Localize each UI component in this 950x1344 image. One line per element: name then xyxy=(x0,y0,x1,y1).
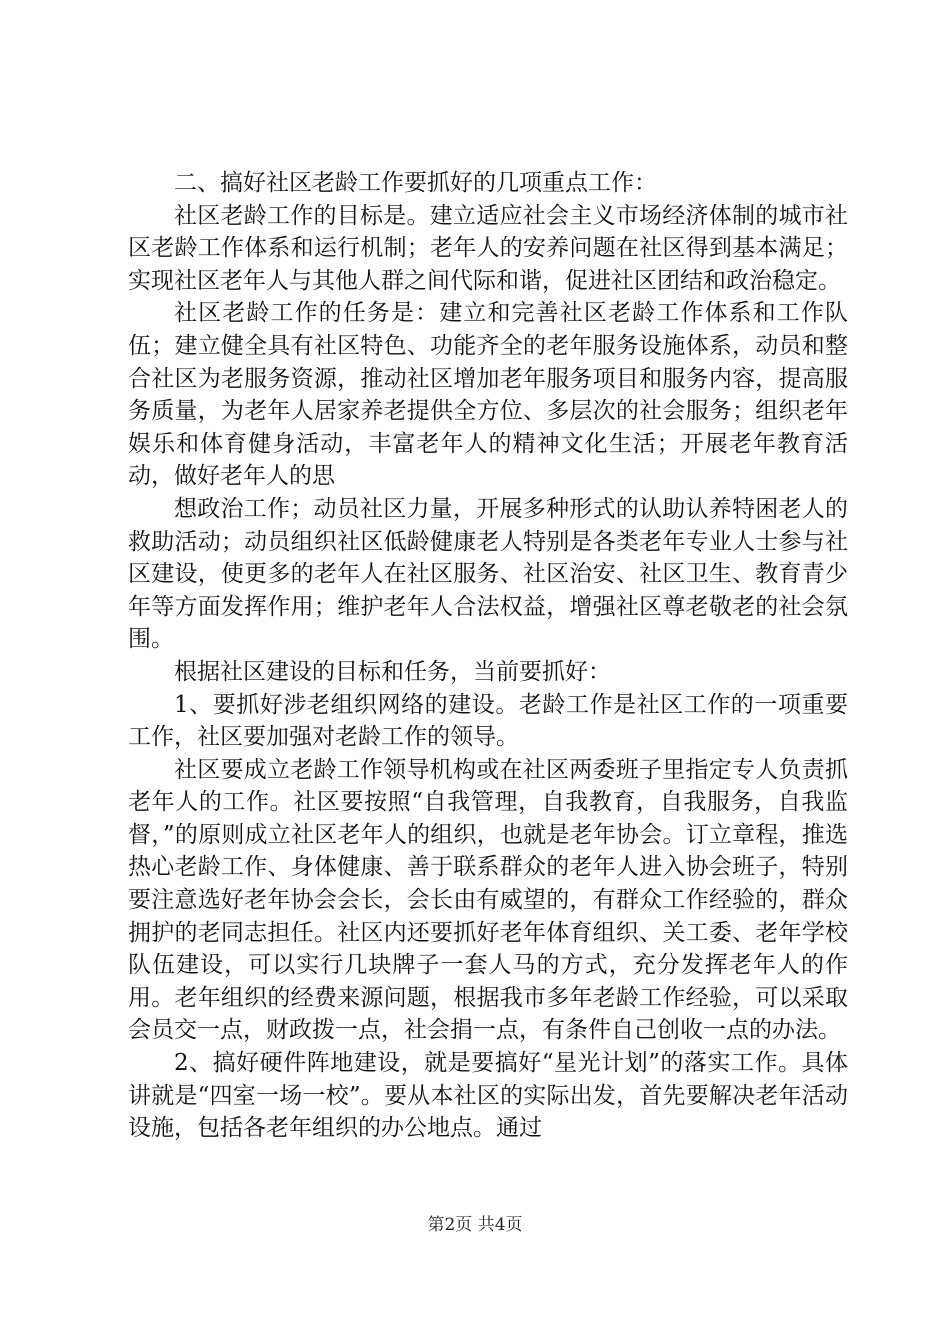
paragraph-item-1: 1、要抓好涉老组织网络的建设。老龄工作是社区工作的一项重要工作，社区要加强对老龄工作的领导。 xyxy=(128,691,848,751)
page-footer: 第2页 共4页 xyxy=(427,1215,523,1235)
paragraph-current-focus: 根据社区建设的目标和任务，当前要抓好： xyxy=(174,658,611,685)
paragraph-tasks: 社区老龄工作的任务是：建立和完善社区老龄工作体系和工作队伍；建立健全具有社区特色、功能齐全的老年服务设施体系，动员和整合社区为老服务资源，推动社区增加老年服务项目和服务内容，提高服务质量，为老年人居家养老提供全方位、多层次的社会服务；组织老年娱乐和体育健身活动，丰富老年人的精神文化生活；开展老年教育活动，做好老年人的思 xyxy=(128,300,848,490)
paragraph-organization: 社区要成立老龄工作领导机构或在社区两委班子里指定专人负责抓老年人的工作。社区要按照“自我管理，自我教育，自我服务，自我监督，”的原则成立社区老年人的组织，也就是老年协会。订立章程，推选热心老龄工作、身体健康、善于联系群众的老年人进入协会班子，特别要注意选好老年协会会长，会长由有威望的，有群众工作经验的，群众拥护的老同志担任。社区内还要抓好老年体育组织、关工委、老年学校队伍建设，可以实行几块牌子一套人马的方式，充分发挥老年人的作用。老年组织的经费来源问题，根据我市多年老龄工作经验，可以采取会员交一点，财政拨一点，社会捐一点，有条件自己创收一点的办法。 xyxy=(128,756,848,1044)
paragraph-goal: 社区老龄工作的目标是。建立适应社会主义市场经济体制的城市社区老龄工作体系和运行机制；老年人的安养问题在社区得到基本满足；实现社区老年人与其他人群之间代际和谐，促进社区团结和政治稳定。 xyxy=(128,202,848,294)
document-body xyxy=(128,167,848,1145)
paragraph-item-2: 2、搞好硬件阵地建设，就是要搞好“星光计划”的落实工作。具体讲就是“四室一场一校”。要从本社区的实际出发，首先要解决老年活动设施，包括各老年组织的办公地点。通过 xyxy=(128,1050,848,1142)
section-heading: 二、搞好社区老龄工作要抓好的几项重点工作： xyxy=(174,170,657,196)
paragraph-tasks-continued: 想政治工作；动员社区力量，开展多种形式的认助认养特困老人的救助活动；动员组织社区低龄健康老人特别是各类老年专业人士参与社区建设，使更多的老年人在社区服务、社区治安、社区卫生、教育青少年等方面发挥作用；维护老年人合法权益，增强社区尊老敬老的社会氛围。 xyxy=(128,495,848,653)
